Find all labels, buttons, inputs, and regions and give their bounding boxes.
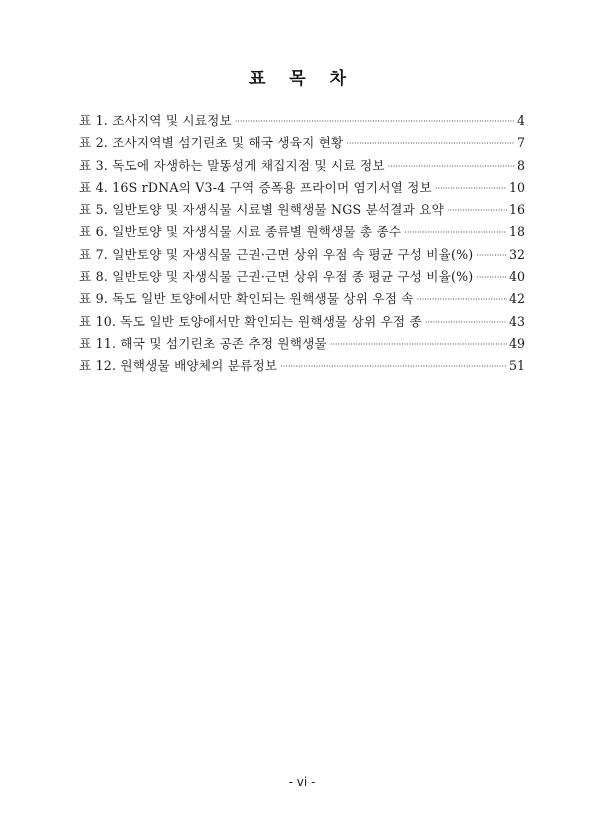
page-title: 표 목 차: [248, 69, 356, 89]
toc-item-page: 42: [508, 291, 525, 307]
toc-dot-leader: [425, 318, 507, 327]
toc-item-page: 43: [508, 313, 525, 329]
toc-dot-leader: [447, 206, 507, 215]
toc-item[interactable]: [79, 266, 525, 288]
toc-item-page: 40: [508, 269, 525, 285]
toc-dot-leader: [280, 362, 507, 371]
toc-item-label: 표 11. 해국 및 섬기린초 공존 추정 원핵생물: [79, 335, 327, 351]
toc-item-label: 표 8. 일반토양 및 자생식물 근권·근면 상위 우점 종 평균 구성 비율(%): [79, 269, 474, 285]
toc-item-label: 표 9. 독도 일반 토양에서만 확인되는 원핵생물 상위 우점 속: [79, 291, 414, 307]
toc-item-label: 표 10. 독도 일반 토양에서만 확인되는 원핵생물 상위 우점 종: [79, 313, 422, 329]
toc-dot-leader: [476, 251, 507, 260]
toc-item-label: 표 3. 독도에 자생하는 말똥성게 채집지점 및 시료 정보: [79, 157, 385, 173]
toc-dot-leader: [417, 295, 507, 304]
toc-item-page: 32: [508, 246, 525, 262]
toc-item[interactable]: [79, 199, 525, 221]
toc-item-label: 표 2. 조사지역별 섬기린초 및 해국 생육지 현황: [79, 135, 344, 151]
toc-item[interactable]: [79, 244, 525, 266]
toc-item-page: 18: [508, 224, 525, 240]
toc-item[interactable]: [79, 110, 525, 132]
toc-item[interactable]: [79, 155, 525, 177]
toc-item-page: 10: [508, 179, 525, 195]
toc-item-label: 표 7. 일반토양 및 자생식물 근권·근면 상위 우점 속 평균 구성 비율(%): [79, 246, 474, 262]
toc-item-page: 51: [508, 358, 525, 374]
toc-item-label: 표 1. 조사지역 및 시료정보: [79, 113, 232, 128]
toc-item-label: 표 4. 16S rDNA의 V3-4 구역 증폭용 프라이머 염기서열 정보: [79, 179, 432, 195]
toc-dot-leader: [235, 117, 515, 126]
toc-item[interactable]: [79, 132, 525, 154]
toc-item[interactable]: [79, 311, 525, 333]
toc-item-page: 4: [516, 113, 525, 128]
toc-item-label: 표 5. 일반토양 및 자생식물 시료별 원핵생물 NGS 분석결과 요약: [79, 202, 444, 218]
toc-item-page: 8: [516, 157, 525, 173]
toc-item[interactable]: [79, 221, 525, 243]
toc-item[interactable]: [79, 288, 525, 310]
page-number: - vi -: [288, 775, 316, 789]
table-of-contents: [79, 110, 525, 378]
toc-item[interactable]: [79, 333, 525, 355]
toc-item[interactable]: [79, 177, 525, 199]
toc-dot-leader: [476, 273, 507, 282]
toc-dot-leader: [388, 162, 515, 171]
toc-item-page: 7: [516, 135, 525, 151]
toc-item-page: 16: [508, 202, 525, 218]
toc-dot-leader: [404, 228, 507, 237]
toc-item[interactable]: [79, 355, 525, 377]
toc-item-label: 표 12. 원핵생물 배양체의 분류정보: [79, 358, 278, 374]
toc-dot-leader: [435, 184, 507, 193]
toc-dot-leader: [346, 139, 515, 148]
toc-item-label: 표 6. 일반토양 및 자생식물 시료 종류별 원핵생물 총 종수: [79, 224, 402, 240]
toc-dot-leader: [330, 340, 507, 349]
toc-item-page: 49: [508, 335, 525, 351]
